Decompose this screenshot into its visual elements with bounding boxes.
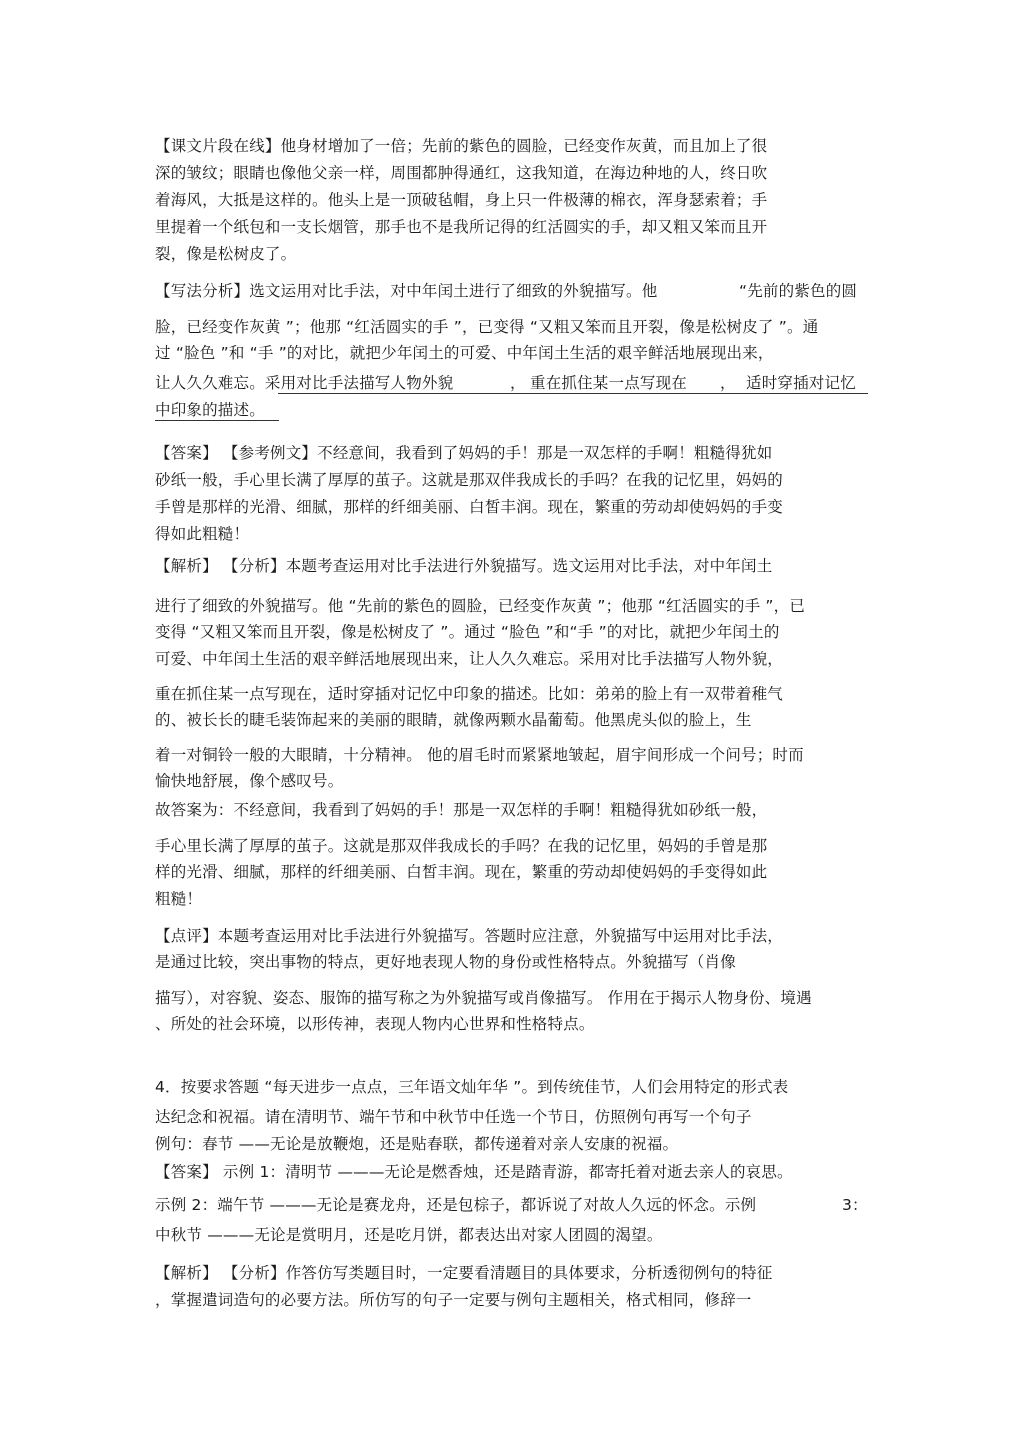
text-line: 是通过比较，突出事物的特点，更好地表现人物的身份或性格特点。外貌描写（肖像 (155, 953, 736, 971)
text-line: 中印象的描述。 (155, 401, 265, 419)
text-line: 粗糙！ (155, 890, 203, 908)
text-line: 砂纸一般，手心里长满了厚厚的茧子。这就是那双伴我成长的手吗？在我的记忆里，妈妈的 (155, 471, 784, 489)
text-line: 3： (842, 1196, 868, 1214)
text-line: ，掌握遣词造句的必要方法。所仿写的句子一定要与例句主题相关，格式相同，修辞一 (155, 1291, 752, 1309)
text-line: 愉快地舒展，像个感叹号。 (155, 772, 344, 790)
underline-rule (155, 420, 279, 421)
text-line: 、所处的社会环境，以形传神，表现人物内心世界和性格特点。 (155, 1015, 595, 1033)
text-line: 描写），对容貌、姿态、服饰的描写称之为外貌描写或肖像描写。 作用在于揭示人物身份、境遇 (155, 989, 812, 1007)
text-line: 达纪念和祝福。请在清明节、端午节和中秋节中任选一个节日，仿照例句再写一个句子 (155, 1108, 752, 1126)
text-line: 深的皱纹；眼睛也像他父亲一样，周围都肿得通红，这我知道，在海边种地的人，终日吹 (155, 164, 768, 182)
text-line: 例句：春节 ——无论是放鞭炮，还是贴春联，都传递着对亲人安康的祝福。 (155, 1135, 679, 1153)
text-line: 重在抓住某一点写现在 (530, 374, 688, 392)
text-line: 【课文片段在线】他身材增加了一倍；先前的紫色的圆脸，已经变作灰黄，而且加上了很 (155, 137, 768, 155)
text-line: 脸，已经变作灰黄 ”；他那 “红活圆实的手 ”，已变得 “又粗又笨而且开裂，像是松树皮了 ”。通 (155, 318, 819, 336)
text-line: ， (510, 374, 526, 392)
text-line: 过 “脸色 ”和 “手 ”的对比，就把少年闰土的可爱、中年闰土生活的艰辛鲜活地展现出来， (155, 344, 774, 362)
text-line: 里提着一个纸包和一支长烟管，那手也不是我所记得的红活圆实的手，却又粗又笨而且开 (155, 218, 768, 236)
text-line: 【解析】 【分析】本题考查运用对比手法进行外貌描写。选文运用对比手法，对中年闰土 (155, 557, 773, 575)
text-line: 适时穿插对记忆 (746, 374, 856, 392)
text-line: 手心里长满了厚厚的茧子。这就是那双伴我成长的手吗？在我的记忆里，妈妈的手曾是那 (155, 837, 768, 855)
text-line: 进行了细致的外貌描写。他 “先前的紫色的圆脸，已经变作灰黄 ”；他那 “红活圆实的手 ”，已 (155, 597, 806, 615)
text-line: 着一对铜铃一般的大眼睛，十分精神。 他的眉毛时而紧紧地皱起，眉宇间形成一个问号；时而 (155, 746, 804, 764)
text-line: 样的光滑、细腻，那样的纤细美丽、白皙丰润。现在，繁重的劳动却使妈妈的手变得如此 (155, 863, 768, 881)
text-line: 裂，像是松树皮了。 (155, 245, 297, 263)
text-line: 【答案】 示例 1：清明节 ———无论是燃香烛，还是踏青游，都寄托着对逝去亲人的哀思。 (155, 1163, 793, 1181)
text-line: 示例 2：端午节 ———无论是赛龙舟，还是包棕子，都诉说了对故人久远的怀念。示例 (155, 1196, 757, 1214)
text-line: 的、被长长的睫毛装饰起来的美丽的眼睛，就像两颗水晶葡萄。他黑虎头似的脸上，生 (155, 711, 752, 729)
text-line: 【答案】 【参考例文】不经意间，我看到了妈妈的手！那是一双怎样的手啊！粗糙得犹如 (155, 444, 773, 462)
text-line: 4．按要求答题 “每天进步一点点，三年语文灿年华 ”。到传统佳节，人们会用特定的形式表 (155, 1078, 789, 1096)
text-line: 让人久久难忘。采用对比手法描写人物外貌 (155, 374, 454, 392)
text-line: 故答案为：不经意间，我看到了妈妈的手！那是一双怎样的手啊！粗糙得犹如砂纸一般， (155, 801, 768, 819)
text-line: 【点评】本题考查运用对比手法进行外貌描写。答题时应注意，外貌描写中运用对比手法， (155, 927, 784, 945)
underline-rule (278, 393, 868, 394)
text-line: “先前的紫色的圆 (739, 282, 858, 300)
text-line: 着海风，大抵是这样的。他头上是一顶破毡帽，身上只一件极薄的棉衣，浑身瑟索着；手 (155, 191, 768, 209)
text-line: 重在抓住某一点写现在，适时穿插对记忆中印象的描述。比如：弟弟的脸上有一双带着稚气 (155, 685, 784, 703)
text-line: 可爱、中年闰土生活的艰辛鲜活地展现出来，让人久久难忘。采用对比手法描写人物外貌， (155, 650, 784, 668)
text-line: ， (720, 374, 736, 392)
text-line: 【写法分析】选文运用对比手法，对中年闰土进行了细致的外貌描写。他 (155, 282, 658, 300)
text-line: 【解析】 【分析】作答仿写类题目时，一定要看清题目的具体要求，分析透彻例句的特征 (155, 1264, 773, 1282)
text-line: 得如此粗糙！ (155, 525, 250, 543)
text-line: 手曾是那样的光滑、细腻，那样的纤细美丽、白皙丰润。现在，繁重的劳动却使妈妈的手变 (155, 498, 784, 516)
text-line: 变得 “又粗又笨而且开裂，像是松树皮了 ”。通过 “脸色 ”和“手 ”的对比，就把少年闰土的 (155, 623, 780, 641)
text-line: 中秋节 ———无论是赏明月，还是吃月饼，都表达出对家人团圆的渴望。 (155, 1226, 663, 1244)
